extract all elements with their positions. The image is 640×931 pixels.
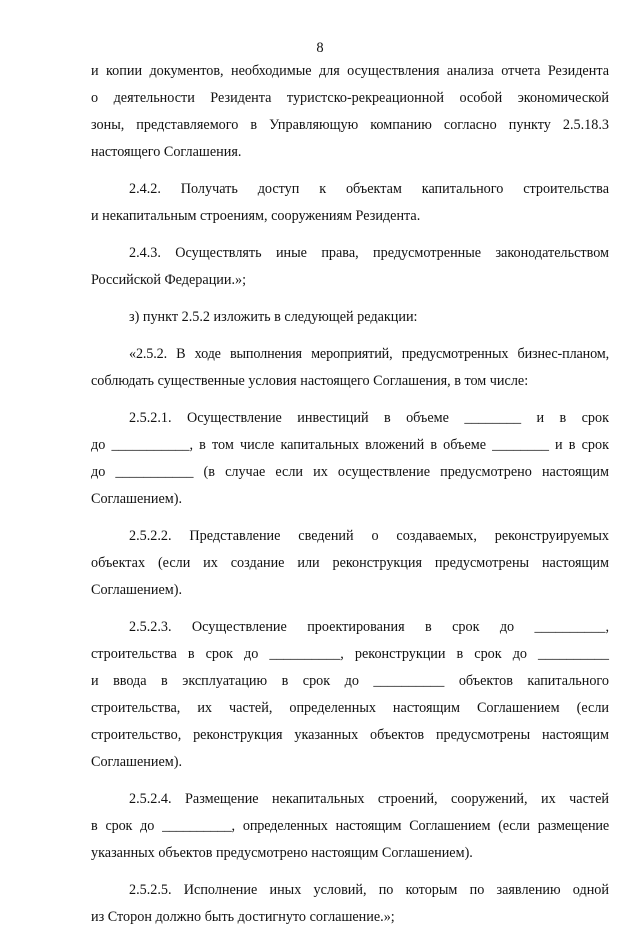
text-line: 2.5.2.2. Представление сведений о создаваемых, реконструируемых <box>129 528 609 544</box>
text-line: строительства в срок до __________, реконструкции в срок до __________ <box>91 646 609 662</box>
text-line: указанных объектов предусмотрено настоящим Соглашением). <box>91 845 473 861</box>
text-line: 2.5.2.5. Исполнение иных условий, по которым по заявлению одной <box>129 882 609 898</box>
text-line: строительства, их частей, определенных настоящим Соглашением (если <box>91 700 609 716</box>
text-line: Соглашением). <box>91 754 182 770</box>
text-line: 2.5.2.1. Осуществление инвестиций в объеме ________ и в срок <box>129 410 609 426</box>
text-line: настоящего Соглашения. <box>91 144 242 160</box>
page-number: 8 <box>316 40 324 56</box>
paragraph-gap <box>91 331 609 341</box>
paragraph-gap <box>91 604 609 614</box>
text-line: 2.4.2. Получать доступ к объектам капитального строительства <box>129 181 609 197</box>
text-line: о деятельности Резидента туристско-рекреационной особой экономической <box>91 90 609 106</box>
text-line: из Сторон должно быть достигнуто соглашение.»; <box>91 909 395 925</box>
text-line: объектах (если их создание или реконструкция предусмотрены настоящим <box>91 555 609 571</box>
paragraph-gap <box>91 166 609 176</box>
paragraph-gap <box>91 867 609 877</box>
document-body <box>91 58 609 931</box>
text-line: 2.5.2.4. Размещение некапитальных строений, сооружений, их частей <box>129 791 609 807</box>
text-line: до ___________ (в случае если их осуществление предусмотрено настоящим <box>91 464 609 480</box>
text-line: и ввода в эксплуатацию в срок до __________ объектов капитального <box>91 673 609 689</box>
paragraph-gap <box>91 776 609 786</box>
text-line: 2.4.3. Осуществлять иные права, предусмотренные законодательством <box>129 245 609 261</box>
paragraph-gap <box>91 395 609 405</box>
text-line: и копии документов, необходимые для осуществления анализа отчета Резидента <box>91 63 609 79</box>
paragraph-gap <box>91 230 609 240</box>
text-line: строительство, реконструкция указанных объектов предусмотрены настоящим <box>91 727 609 743</box>
text-line: 2.5.2.3. Осуществление проектирования в срок до __________, <box>129 619 609 635</box>
text-line: «2.5.2. В ходе выполнения мероприятий, предусмотренных бизнес-планом, <box>129 346 609 362</box>
text-line: Соглашением). <box>91 582 182 598</box>
text-line: до ___________, в том числе капитальных вложений в объеме ________ и в срок <box>91 437 609 453</box>
paragraph-gap <box>91 294 609 304</box>
text-line: в срок до __________, определенных настоящим Соглашением (если размещение <box>91 818 609 834</box>
text-line: Соглашением). <box>91 491 182 507</box>
text-line: Российской Федерации.»; <box>91 272 247 288</box>
text-line: и некапитальным строениям, сооружениям Резидента. <box>91 208 421 224</box>
text-line: соблюдать существенные условия настоящего Соглашения, в том числе: <box>91 373 529 389</box>
text-line: з) пункт 2.5.2 изложить в следующей редакции: <box>129 309 418 325</box>
text-line: зоны, представляемого в Управляющую компанию согласно пункту 2.5.18.3 <box>91 117 609 133</box>
paragraph-gap <box>91 513 609 523</box>
